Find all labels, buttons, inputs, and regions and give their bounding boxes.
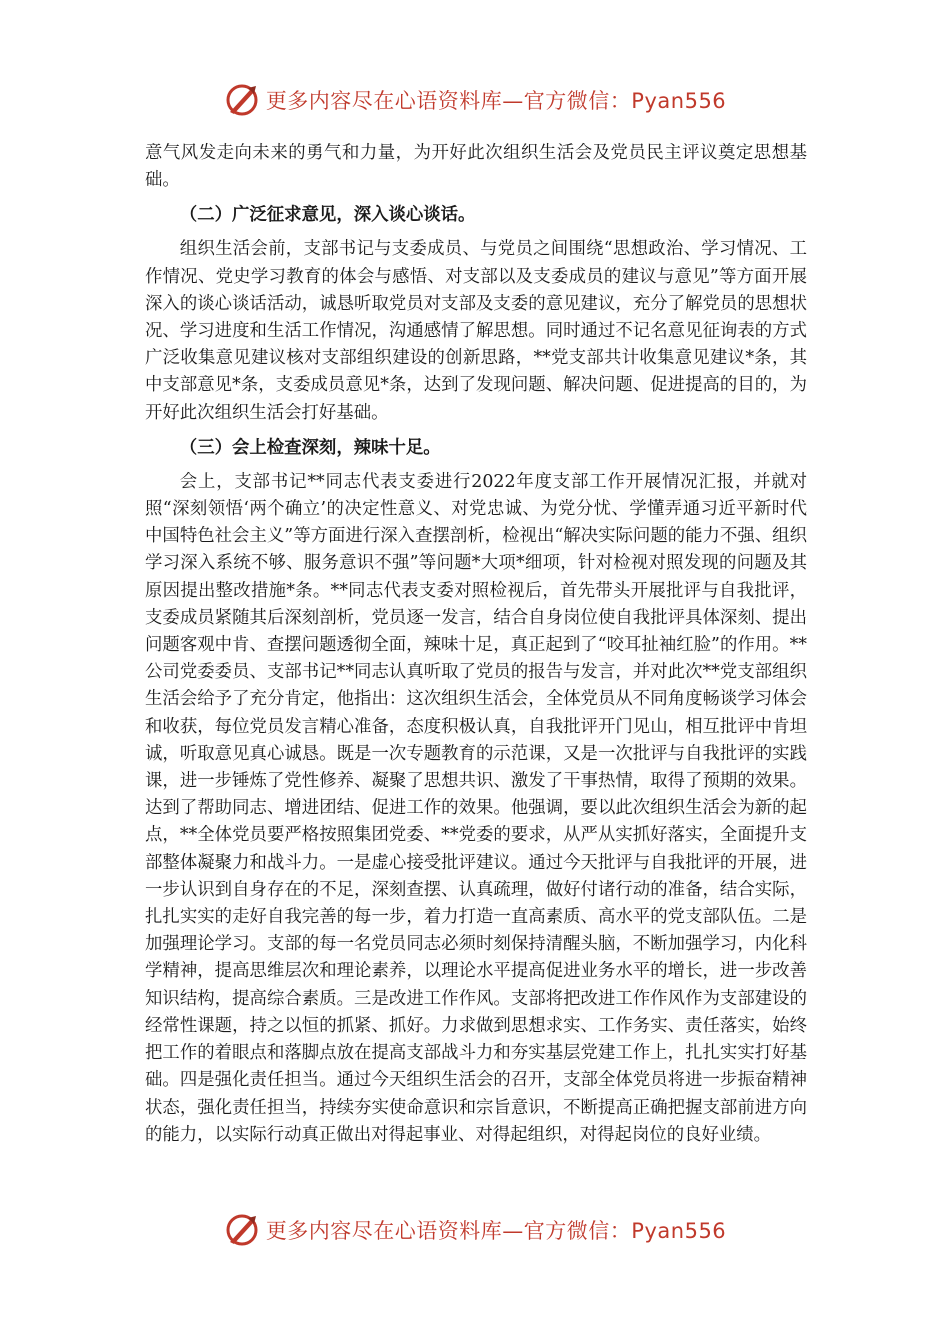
- footer-watermark-banner: [0, 1208, 950, 1252]
- pen-circle-logo-icon: [224, 1212, 260, 1248]
- section-paragraph-2: 组织生活会前，支部书记与支委成员、与党员之间围绕“思想政治、学习情况、工作情况、党史学习教育的体会与感悟、对支部以及支委成员的建议与意见”等方面开展深入的谈心谈话活动，诚恳听取党员对支部及支委的意见建议，充分了解党员的思想状况、学习进度和生活工作情况，沟通感情了解思想。同时通过不记名意见征询表的方式广泛收集意见建议核对支部组织建设的创新思路，**党支部共计收集意见建议*条，其中支部意见*条，支委成员意见*条，达到了发现问题、解决问题、促进提高的目的，为开好此次组织生活会打好基础。: [145, 239, 807, 423]
- section-heading-2: （二）广泛征求意见，深入谈心谈话。: [179, 205, 476, 226]
- footer-banner-text: 更多内容尽在心语资料库—官方微信：Pyan556: [265, 1219, 727, 1243]
- section-heading-3: （三）会上检查深刻，辣味十足。: [179, 437, 441, 458]
- document-body: [145, 140, 807, 1149]
- section-paragraph-3: 会上，支部书记**同志代表支委进行2022年度支部工作开展情况汇报，并就对照“深刻领悟‘两个确立’的决定性意义、对党忠诚、为党分忧、学懂弄通习近平新时代中国特色社会主义”等方面进行深入查摆剖析，检视出“解决实际问题的能力不强、组织学习深入系统不够、服务意识不强”等问题*大项*细项，针对检视对照发现的问题及其原因提出整改措施*条。**同志代表支委对照检视后，首先带头开展批评与自我批评，支委成员紧随其后深刻剖析，党员逐一发言，结合自身岗位使自我批评具体深刻、提出问题客观中肯、查摆问题透彻全面，辣味十足，真正起到了“咬耳扯袖红脸”的作用。**公司党委委员、支部书记**同志认真听取了党员的报告与发言，并对此次**党支部组织生活会给予了充分肯定，他指出：这次组织生活会，全体党员从不同角度畅谈学习体会和收获，每位党员发言精心准备，态度积极认真，自我批评开门见山，相互批评中肯坦诚，听取意见真心诚恳。既是一次专题教育的示范课，又是一次批评与自我批评的实践课，进一步锤炼了党性修养、凝聚了思想共识、激发了干事热情，取得了预期的效果。达到了帮助同志、增进团结、促进工作的效果。他强调，要以此次组织生活会为新的起点，**全体党员要严格按照集团党委、**党委的要求，从严从实抓好落实，全面提升支部整体凝聚力和战斗力。一是虚心接受批评建议。通过今天批评与自我批评的开展，进一步认识到自身存在的不足，深刻查摆、认真疏理，做好付诸行动的准备，结合实际，扎扎实实的走好自我完善的每一步，着力打造一直高素质、高水平的党支部队伍。二是加强理论学习。支部的每一名党员同志必须时刻保持清醒头脑，不断加强学习，内化科学精神，提高思维层次和理论素养，以理论水平提高促进业务水平的增长，进一步改善知识结构，提高综合素质。三是改进工作作风。支部将把改进工作作风作为支部建设的经常性课题，持之以恒的抓紧、抓好。力求做到思想求实、工作务实、责任落实，始终把工作的着眼点和落脚点放在提高支部战斗力和夯实基层党建工作上，扎扎实实打好基础。四是强化责任担当。通过今天组织生活会的召开，支部全体党员将进一步振奋精神状态，强化责任担当，持续夯实使命意识和宗旨意识，不断提高正确把握支部前进方向的能力，以实际行动真正做出对得起事业、对得起组织，对得起岗位的良好业绩。: [145, 471, 807, 1145]
- intro-paragraph: 意气风发走向未来的勇气和力量，为开好此次组织生活会及党员民主评议奠定思想基础。: [145, 143, 807, 191]
- header-watermark-banner: [0, 78, 950, 122]
- pen-circle-logo-icon: [224, 82, 260, 118]
- header-banner-text: 更多内容尽在心语资料库—官方微信：Pyan556: [265, 89, 727, 113]
